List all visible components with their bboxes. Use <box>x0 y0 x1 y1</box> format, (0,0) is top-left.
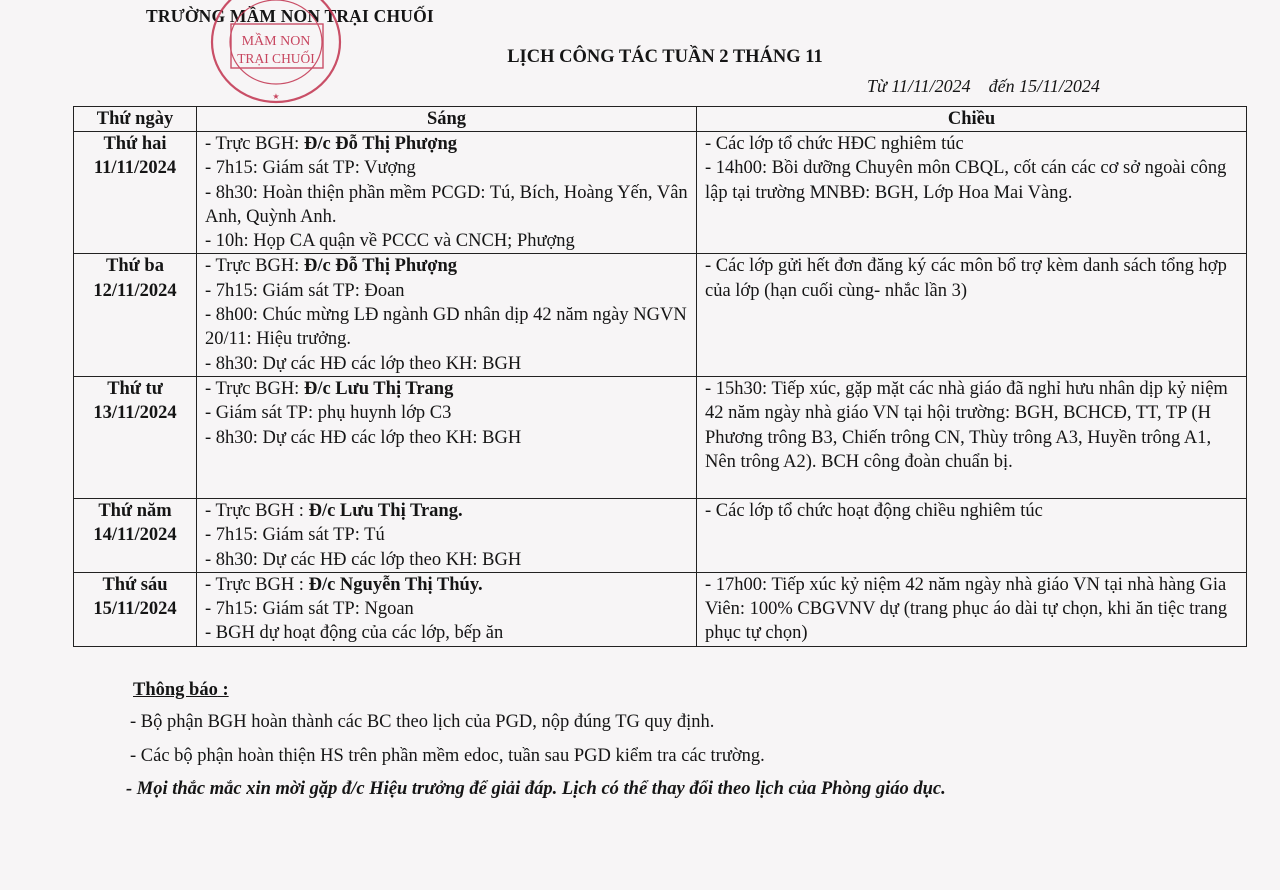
day-name: Thứ tư <box>107 378 163 399</box>
table-header-row <box>74 107 1247 132</box>
afternoon-item: - Các lớp gửi hết đơn đăng ký các môn bổ trợ kèm danh sách tổng hợp của lớp (hạn cuối cùng- nhắc lần 3) <box>705 256 1227 301</box>
morning-item: - 8h30: Dự các HĐ các lớp theo KH: BGH <box>205 353 522 374</box>
table-row <box>74 498 1247 572</box>
morning-item: - 10h: Họp CA quận về PCCC và CNCH; Phượng <box>205 231 575 252</box>
day-cell <box>74 572 197 646</box>
date-range <box>867 76 1100 97</box>
morning-cell <box>197 376 697 498</box>
morning-cell <box>197 498 697 572</box>
afternoon-item: - 14h00: Bồi dưỡng Chuyên môn CBQL, cốt cán các cơ sở ngoài công lập tại trường MNBĐ: BGH, Lớp Hoa Mai Vàng. <box>705 158 1227 203</box>
table-row <box>74 572 1247 646</box>
day-cell <box>74 254 197 376</box>
table-row <box>74 132 1247 254</box>
day-date: 15/11/2024 <box>93 599 177 620</box>
day-date: 14/11/2024 <box>93 525 177 546</box>
day-cell <box>74 132 197 254</box>
morning-cell <box>197 132 697 254</box>
morning-item: - 7h15: Giám sát TP: Vượng <box>205 158 416 179</box>
morning-cell <box>197 572 697 646</box>
day-date: 13/11/2024 <box>93 403 177 424</box>
notice-line: - Bộ phận BGH hoàn thành các BC theo lịch của PGD, nộp đúng TG quy định. <box>130 712 715 732</box>
morning-item: - 8h00: Chúc mừng LĐ ngành GD nhân dịp 42 năm ngày NGVN 20/11: Hiệu trưởng. <box>205 305 687 350</box>
afternoon-item: - 15h30: Tiếp xúc, gặp mặt các nhà giáo đã nghỉ hưu nhân dịp kỷ niệm 42 năm ngày nhà giáo VN tại hội trường: BGH, BCHCĐ, TT, TP (H Phương trông B3, Chiến trông CN, Thùy trông A3, Huyền trông A1, Nên trông A2). BCH công đoàn chuẩn bị. <box>705 378 1228 472</box>
afternoon-item: - 17h00: Tiếp xúc kỷ niệm 42 năm ngày nhà giáo VN tại nhà hàng Gia Viên: 100% CBGVNV dự (trang phục áo dài tự chọn, khi ăn tiệc trang phục tự chọn) <box>705 574 1228 644</box>
afternoon-item: - Các lớp tổ chức hoạt động chiều nghiêm túc <box>705 500 1043 521</box>
morning-item: - Trực BGH: Đ/c Lưu Thị Trang <box>205 378 454 399</box>
afternoon-item: - Các lớp tổ chức HĐC nghiêm túc <box>705 134 964 154</box>
day-cell <box>74 376 197 498</box>
day-date: 11/11/2024 <box>93 158 177 179</box>
morning-item: - 7h15: Giám sát TP: Tú <box>205 525 385 546</box>
stamp-line-2: TRẠI CHUỐI <box>237 51 315 66</box>
svg-text:★: ★ <box>272 92 280 101</box>
day-name: Thứ ba <box>106 256 164 277</box>
header-afternoon: Chiều <box>697 107 1247 132</box>
morning-item: - Trực BGH: Đ/c Đỗ Thị Phượng <box>205 134 458 154</box>
table-row <box>74 254 1247 376</box>
school-name: TRƯỜNG MẦM NON TRẠI CHUỐI <box>146 6 434 26</box>
stamp-line-1: MẦM NON <box>241 34 311 49</box>
notice-line: - Mọi thắc mắc xin mời gặp đ/c Hiệu trưởng để giải đáp. Lịch có thể thay đổi theo lịch của Phòng giáo dục. <box>126 779 946 799</box>
morning-item: - 7h15: Giám sát TP: Đoan <box>205 280 405 301</box>
morning-item: - Trực BGH: Đ/c Đỗ Thị Phượng <box>205 256 458 277</box>
header-day: Thứ ngày <box>74 107 197 132</box>
afternoon-cell <box>697 254 1247 376</box>
afternoon-cell <box>697 132 1247 254</box>
notice-heading: Thông báo : <box>133 680 229 700</box>
morning-cell <box>197 254 697 376</box>
date-from: Từ 11/11/2024 <box>867 76 971 96</box>
notice-line: - Các bộ phận hoàn thiện HS trên phần mềm edoc, tuần sau PGD kiểm tra các trường. <box>130 746 765 766</box>
afternoon-cell <box>697 376 1247 498</box>
morning-item: - 8h30: Dự các HĐ các lớp theo KH: BGH <box>205 549 522 570</box>
day-name: Thứ hai <box>103 134 167 154</box>
morning-item: - BGH dự hoạt động của các lớp, bếp ăn <box>205 623 504 644</box>
morning-item: - Trực BGH : Đ/c Nguyễn Thị Thúy. <box>205 574 483 595</box>
day-date: 12/11/2024 <box>93 280 177 301</box>
afternoon-cell <box>697 572 1247 646</box>
header-morning: Sáng <box>197 107 697 132</box>
table-row <box>74 376 1247 498</box>
page-title: LỊCH CÔNG TÁC TUẦN 2 THÁNG 11 <box>507 47 823 67</box>
morning-item: - Giám sát TP: phụ huynh lớp C3 <box>205 403 452 424</box>
morning-item: - Trực BGH : Đ/c Lưu Thị Trang. <box>205 500 463 521</box>
afternoon-cell <box>697 498 1247 572</box>
schedule-table <box>73 106 1247 647</box>
morning-item: - 8h30: Hoàn thiện phần mềm PCGD: Tú, Bích, Hoàng Yến, Vân Anh, Quỳnh Anh. <box>205 182 688 227</box>
date-to: đến 15/11/2024 <box>988 76 1100 96</box>
day-name: Thứ sáu <box>102 574 168 595</box>
day-cell <box>74 498 197 572</box>
day-name: Thứ năm <box>98 500 172 521</box>
morning-item: - 8h30: Dự các HĐ các lớp theo KH: BGH <box>205 427 522 448</box>
morning-item: - 7h15: Giám sát TP: Ngoan <box>205 599 414 620</box>
